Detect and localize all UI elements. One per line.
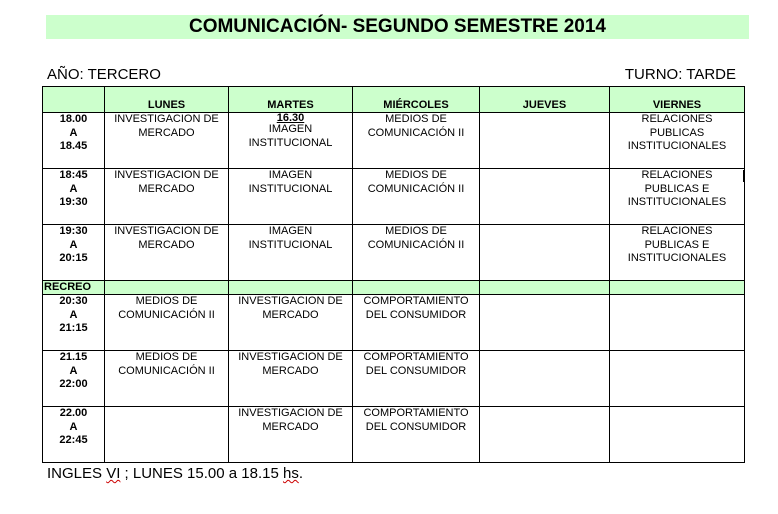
cell-line: INVESTIGACION DE bbox=[114, 113, 219, 125]
day-header-miercoles: MIÉRCOLES bbox=[353, 87, 480, 113]
cell-line: MERCADO bbox=[138, 126, 195, 139]
class-cell-viernes bbox=[610, 113, 745, 169]
cell-line: 18:45 bbox=[59, 169, 88, 181]
cell-line: DEL CONSUMIDOR bbox=[365, 420, 467, 433]
class-cell-viernes bbox=[610, 407, 745, 463]
header-row bbox=[43, 87, 745, 113]
cell-line: INSTITUCIONAL bbox=[248, 182, 333, 195]
class-cell-miercoles bbox=[353, 169, 480, 225]
schedule-row bbox=[43, 351, 745, 407]
footer-schedule: ; LUNES 15.00 a 18.15 bbox=[120, 465, 283, 482]
cell-line: IMAGEN bbox=[268, 225, 313, 237]
cell-line: MEDIOS DE bbox=[135, 295, 198, 307]
schedule-row bbox=[43, 225, 745, 281]
class-cell-miercoles bbox=[353, 225, 480, 281]
cell-line: 21:15 bbox=[59, 322, 88, 334]
schedule-row bbox=[43, 169, 745, 225]
time-cell bbox=[43, 113, 105, 169]
cell-line: MEDIOS DE bbox=[385, 113, 447, 125]
cell-line: COMUNICACIÓN II bbox=[367, 182, 465, 195]
class-cell-jueves bbox=[480, 225, 610, 281]
class-cell-martes bbox=[229, 225, 353, 281]
class-cell-jueves bbox=[480, 407, 610, 463]
cell-line: INVESTIGACION DE bbox=[114, 169, 219, 181]
recess-row bbox=[43, 281, 745, 295]
class-cell-lunes bbox=[105, 407, 229, 463]
class-cell-martes bbox=[229, 351, 353, 407]
class-cell-miercoles bbox=[353, 295, 480, 351]
cell-line: INSTITUCIONALES bbox=[627, 252, 727, 264]
stray-mark bbox=[743, 170, 745, 182]
cell-line: PUBLICAS E bbox=[644, 238, 710, 251]
year-label: AÑO: TERCERO bbox=[47, 66, 161, 83]
cell-line: IMAGEN bbox=[268, 169, 313, 181]
cell-line: A bbox=[69, 308, 78, 321]
day-header-martes: MARTES bbox=[229, 87, 353, 113]
cell-line: RELACIONES bbox=[641, 169, 713, 181]
cell-line: INVESTIGACION DE bbox=[238, 407, 343, 419]
class-cell-viernes bbox=[610, 295, 745, 351]
class-cell-miercoles bbox=[353, 113, 480, 169]
cell-line: 20:15 bbox=[59, 252, 88, 264]
cell-line: COMUNICACIÓN II bbox=[118, 364, 215, 377]
class-cell-jueves bbox=[480, 113, 610, 169]
cell-line: MEDIOS DE bbox=[385, 225, 447, 237]
cell-line: INVESTIGACION DE bbox=[114, 225, 219, 237]
cell-line: IMAGEN bbox=[268, 123, 313, 135]
time-cell bbox=[43, 351, 105, 407]
cell-line: INSTITUCIONAL bbox=[248, 136, 333, 149]
recess-cell bbox=[353, 281, 480, 295]
class-cell-jueves bbox=[480, 169, 610, 225]
footer-note bbox=[47, 465, 303, 483]
cell-line: DEL CONSUMIDOR bbox=[365, 364, 467, 377]
cell-line: A bbox=[69, 182, 78, 195]
footer-level: VI bbox=[106, 465, 121, 482]
cell-line: MERCADO bbox=[262, 420, 319, 433]
cell-line: PUBLICAS bbox=[649, 126, 705, 139]
cell-line: MERCADO bbox=[262, 308, 319, 321]
cell-line: 22:00 bbox=[59, 378, 88, 390]
recess-cell bbox=[105, 281, 229, 295]
class-cell-martes bbox=[229, 113, 353, 169]
cell-line: 22:45 bbox=[59, 434, 88, 446]
class-cell-jueves bbox=[480, 351, 610, 407]
cell-line: COMPORTAMIENTO bbox=[363, 351, 469, 363]
header-corner-cell bbox=[43, 87, 105, 113]
schedule-row bbox=[43, 113, 745, 169]
cell-line: COMPORTAMIENTO bbox=[363, 407, 469, 419]
cell-line: A bbox=[69, 238, 78, 251]
time-cell bbox=[43, 225, 105, 281]
time-cell bbox=[43, 407, 105, 463]
class-cell-viernes bbox=[610, 351, 745, 407]
class-cell-lunes bbox=[105, 113, 229, 169]
class-cell-martes bbox=[229, 407, 353, 463]
recess-cell bbox=[480, 281, 610, 295]
footer-suffix: . bbox=[298, 465, 303, 482]
cell-line: INVESTIGACION DE bbox=[238, 351, 343, 363]
class-cell-miercoles bbox=[353, 407, 480, 463]
cell-line: A bbox=[69, 420, 78, 433]
cell-line: COMPORTAMIENTO bbox=[363, 295, 469, 307]
footer-hours: hs bbox=[282, 465, 299, 482]
class-cell-jueves bbox=[480, 295, 610, 351]
class-cell-viernes bbox=[610, 225, 745, 281]
cell-line: COMUNICACIÓN II bbox=[367, 238, 465, 251]
class-cell-lunes bbox=[105, 169, 229, 225]
cell-line: A bbox=[69, 126, 78, 139]
class-cell-lunes bbox=[105, 295, 229, 351]
cell-line: MEDIOS DE bbox=[135, 351, 198, 363]
page-title: COMUNICACIÓN- SEGUNDO SEMESTRE 2014 bbox=[46, 15, 749, 39]
cell-line: 22.00 bbox=[59, 407, 88, 419]
recess-label: RECREO bbox=[43, 281, 105, 295]
class-cell-martes bbox=[229, 169, 353, 225]
cell-line: 19:30 bbox=[59, 225, 88, 237]
cell-line: COMUNICACIÓN II bbox=[118, 308, 215, 321]
cell-line: 18.45 bbox=[59, 140, 88, 152]
time-cell bbox=[43, 295, 105, 351]
cell-line: COMUNICACIÓN II bbox=[367, 126, 465, 139]
cell-line: INSTITUCIONALES bbox=[627, 140, 727, 152]
cell-line: INSTITUCIONAL bbox=[248, 238, 333, 251]
cell-line: 18.00 bbox=[59, 113, 88, 125]
day-header-viernes: VIERNES bbox=[610, 87, 745, 113]
class-cell-martes bbox=[229, 295, 353, 351]
schedule-row bbox=[43, 295, 745, 351]
cell-line: 21.15 bbox=[59, 351, 88, 363]
cell-line: RELACIONES bbox=[641, 113, 713, 125]
recess-cell bbox=[610, 281, 745, 295]
cell-line: MERCADO bbox=[138, 182, 195, 195]
cell-line: DEL CONSUMIDOR bbox=[365, 308, 467, 321]
martes-start-note: 16.30 bbox=[276, 112, 305, 124]
cell-line: MERCADO bbox=[138, 238, 195, 251]
footer-prefix: INGLES bbox=[47, 465, 107, 482]
shift-label: TURNO: TARDE bbox=[624, 66, 736, 83]
cell-line: 19:30 bbox=[59, 196, 88, 208]
cell-line: RELACIONES bbox=[641, 225, 713, 237]
class-cell-lunes bbox=[105, 351, 229, 407]
cell-line: INVESTIGACION DE bbox=[238, 295, 343, 307]
class-cell-miercoles bbox=[353, 351, 480, 407]
cell-line: PUBLICAS E bbox=[644, 182, 710, 195]
schedule-row bbox=[43, 407, 745, 463]
class-cell-viernes bbox=[610, 169, 745, 225]
cell-line: MERCADO bbox=[262, 364, 319, 377]
schedule-table bbox=[42, 86, 745, 463]
class-cell-lunes bbox=[105, 225, 229, 281]
day-header-lunes: LUNES bbox=[105, 87, 229, 113]
cell-line: 20:30 bbox=[59, 295, 88, 307]
cell-line: MEDIOS DE bbox=[385, 169, 447, 181]
cell-line: A bbox=[69, 364, 78, 377]
cell-line: INSTITUCIONALES bbox=[627, 196, 727, 208]
recess-cell bbox=[229, 281, 353, 295]
time-cell bbox=[43, 169, 105, 225]
day-header-jueves: JUEVES bbox=[480, 87, 610, 113]
